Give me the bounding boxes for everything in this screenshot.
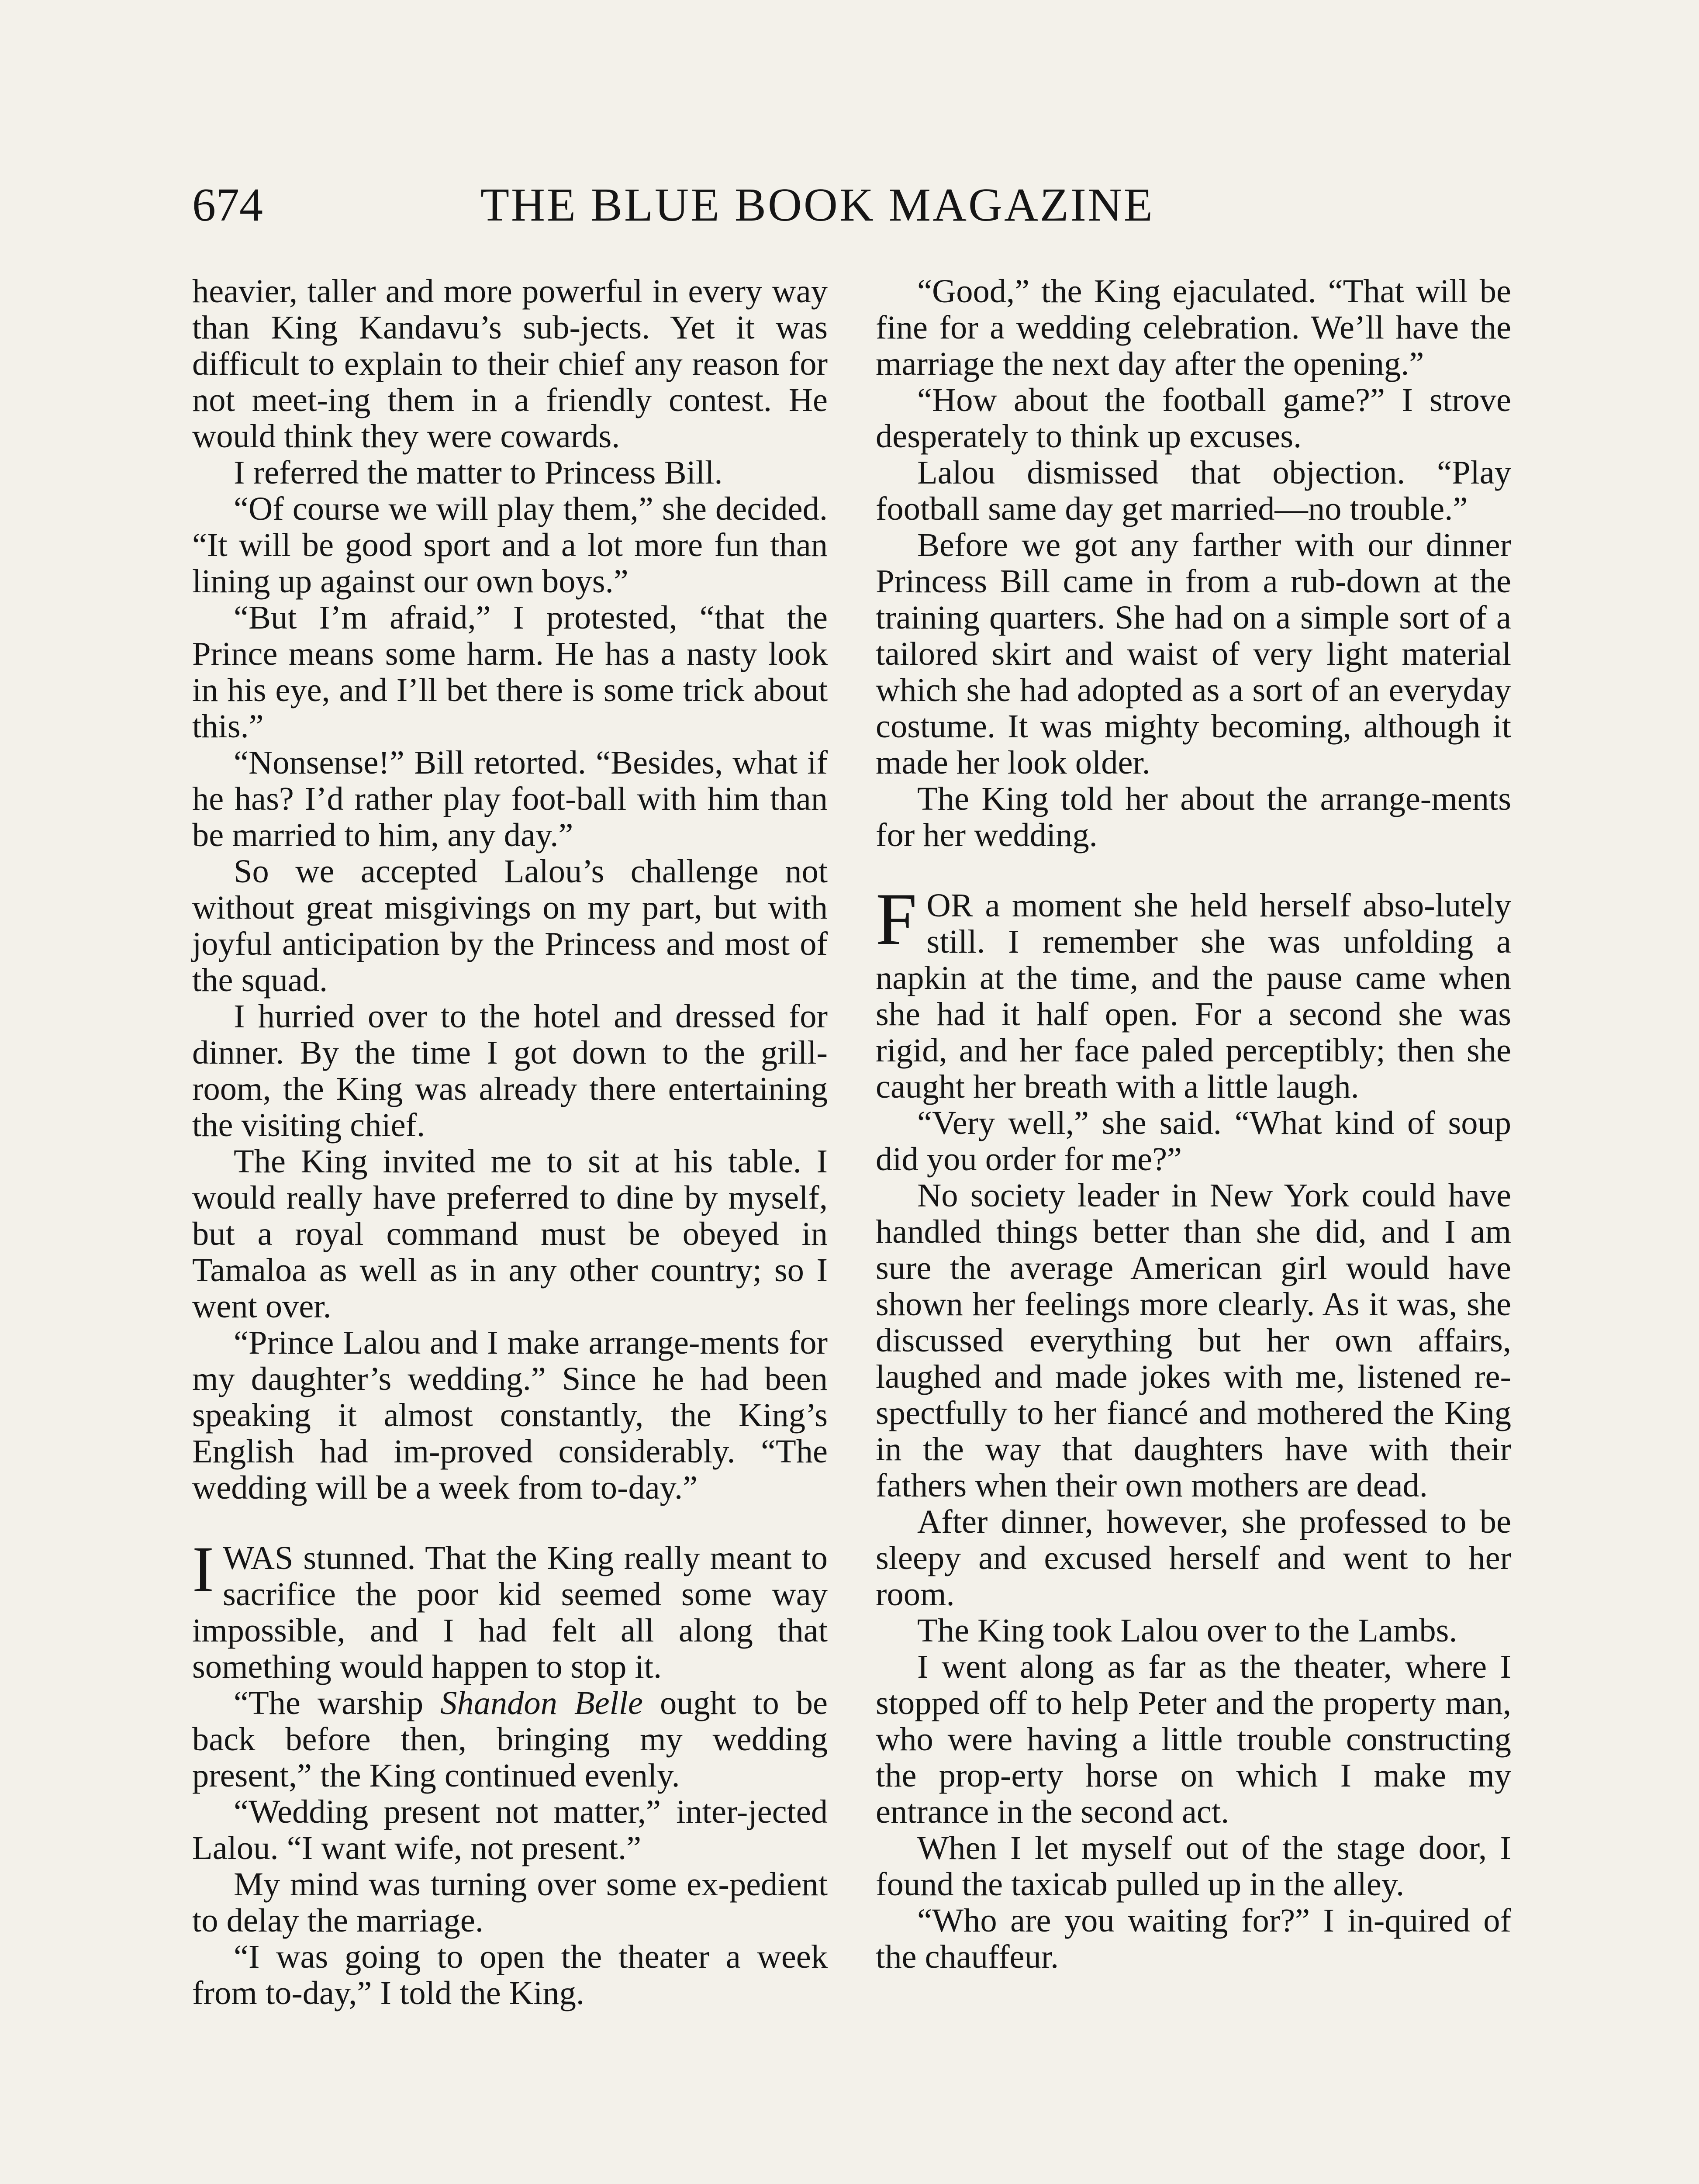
paragraph: “I was going to open the theater a week from to-day,” I told the King. <box>192 1938 828 2011</box>
paragraph: I referred the matter to Princess Bill. <box>234 454 723 491</box>
paragraph: So we accepted Lalou’s challenge not without great misgivings on my part, but with joyful anticipation by the Princess and most of the squad. <box>192 853 828 999</box>
paragraph-text: OR a moment she held herself abso-lutely still. I remember she was unfolding a napkin at the time, and the pause came when she had it half open. For a second she was rigid, and her face paled perceptibly; then she caught her breath with a little laugh. <box>876 887 1511 1105</box>
drop-cap: F <box>876 878 917 960</box>
paragraph: The King told her about the arrange-ments for her wedding. <box>876 780 1511 854</box>
page-header <box>192 179 1511 232</box>
section-paragraph <box>192 1533 828 1685</box>
magazine-title: THE BLUE BOOK MAGAZINE <box>480 179 1154 231</box>
paragraph: The King invited me to sit at his table. I would really have preferred to dine by myself, but a royal command must be obeyed in Tamaloa as well as in any other country; so I went over. <box>192 1143 828 1325</box>
paragraph: The King took Lalou over to the Lambs. <box>917 1612 1457 1649</box>
paragraph: After dinner, however, she professed to be sleepy and excused herself and went to her room. <box>876 1503 1511 1613</box>
paragraph: My mind was turning over some ex-pedient to delay the marriage. <box>192 1866 828 1939</box>
section-paragraph <box>876 878 1511 1105</box>
paragraph: No society leader in New York could have handled things better than she did, and I am sure the average American girl would have shown her feelings more clearly. As it was, she discussed everything but her own affairs, laughed and made jokes with me, listened re-spectfully to her fiancé and mothered the King in the way that daughters have with their fathers when their own mothers are dead. <box>876 1177 1511 1504</box>
paragraph: “Nonsense!” Bill retorted. “Besides, what if he has? I’d rather play foot-ball with him than be married to him, any day.” <box>192 744 828 854</box>
paragraph <box>192 1685 828 1794</box>
paragraph: “But I’m afraid,” I protested, “that the Prince means some harm. He has a nasty look in his eye, and I’ll bet there is some trick about this.” <box>192 599 828 745</box>
right-column <box>876 273 1511 1975</box>
page-number: 674 <box>192 179 263 231</box>
paragraph: When I let myself out of the stage door, I found the taxicab pulled up in the alley. <box>876 1829 1511 1903</box>
paragraph-text: ought to be back before then, bringing my wedding present,” the King continued evenly. <box>192 1684 828 1794</box>
paragraph-text: WAS stunned. That the King really meant to sacrifice the poor kid seemed some way impossible, and I had felt all along that something would happen to stop it. <box>192 1539 828 1685</box>
left-column <box>192 273 828 2011</box>
paragraph: “Very well,” she said. “What kind of soup did you order for me?” <box>876 1104 1511 1178</box>
paragraph: I went along as far as the theater, where I stopped off to help Peter and the property man, who were having a little trouble constructing the prop-erty horse on which I make my entrance in the second act. <box>876 1648 1511 1830</box>
paragraph: “Who are you waiting for?” I in-quired of the chauffeur. <box>876 1902 1511 1975</box>
paragraph: I hurried over to the hotel and dressed for dinner. By the time I got down to the grill-room, the King was already there entertaining the visiting chief. <box>192 998 828 1144</box>
paragraph: heavier, taller and more powerful in every way than King Kandavu’s sub-jects. Yet it was difficult to explain to their chief any reason for not meet-ing them in a friendly contest. He would think they were cowards. <box>192 273 828 455</box>
paragraph: “How about the football game?” I strove desperately to think up excuses. <box>876 381 1511 455</box>
drop-cap: I <box>192 1533 214 1606</box>
paragraph: “Good,” the King ejaculated. “That will be fine for a wedding celebration. We’ll have the marriage the next day after the opening.” <box>876 273 1511 382</box>
paragraph-text: “The warship <box>234 1684 441 1721</box>
paragraph: Before we got any farther with our dinner Princess Bill came in from a rub-down at the training quarters. She had on a simple sort of a tailored skirt and waist of very light material which she had adopted as a sort of an everyday costume. It was mighty becoming, although it made her look older. <box>876 526 1511 781</box>
paragraph: “Of course we will play them,” she decided. “It will be good sport and a lot more fun than lining up against our own boys.” <box>192 490 828 600</box>
paragraph: “Wedding present not matter,” inter-jected Lalou. “I want wife, not present.” <box>192 1793 828 1866</box>
ship-name: Shandon Belle <box>440 1684 643 1721</box>
paragraph: Lalou dismissed that objection. “Play football same day get married—no trouble.” <box>876 454 1511 527</box>
paragraph: “Prince Lalou and I make arrange-ments for my daughter’s wedding.” Since he had been speaking it almost constantly, the King’s English had im-proved considerably. “The wedding will be a week from to-day.” <box>192 1324 828 1506</box>
